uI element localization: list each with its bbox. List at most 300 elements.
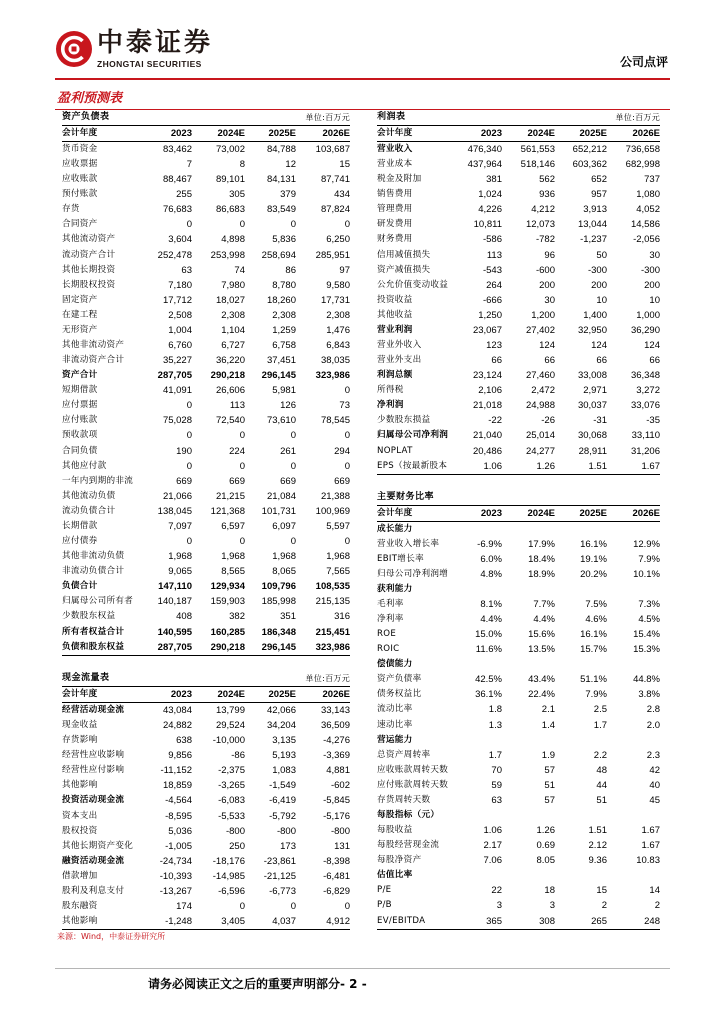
row-label: 短期借款 [62, 385, 98, 396]
cell-value: 89,101 [215, 174, 245, 186]
row-label: 存货周转天数 [377, 794, 431, 805]
table-row [62, 217, 350, 232]
cell-value: 4,037 [272, 916, 296, 928]
cell-value: 2.5 [593, 704, 607, 716]
cell-value: 18.4% [528, 553, 555, 565]
cell-value: 33,008 [577, 370, 607, 382]
cell-value: 124 [591, 340, 607, 352]
table-row [62, 809, 350, 824]
cell-value: 669 [229, 475, 245, 487]
cell-value: 15 [596, 885, 607, 897]
row-label: 速动比率 [377, 719, 413, 730]
cell-value: 957 [591, 189, 607, 201]
table-row [62, 248, 350, 263]
cell-value: 296,145 [261, 370, 296, 382]
cell-value: 35,227 [162, 355, 192, 367]
cell-value: -800 [276, 825, 296, 837]
table-title-row [62, 110, 350, 126]
cell-value: 0 [290, 430, 296, 442]
cell-value: 124 [539, 340, 555, 352]
cell-value: -1,248 [165, 916, 192, 928]
cell-value: -35 [646, 415, 660, 427]
cell-value: 258,694 [261, 249, 296, 261]
cell-value: 3 [496, 900, 502, 912]
cell-value: 6,760 [168, 340, 192, 352]
row-label: 利润总额 [377, 370, 413, 381]
cell-value: -23,861 [263, 855, 296, 867]
row-label: 预付账款 [62, 189, 98, 200]
row-label: 应收账款周转天数 [377, 764, 449, 775]
cell-value: 264 [486, 279, 502, 291]
cell-value: 381 [486, 174, 502, 186]
cell-value: 72,540 [215, 415, 245, 427]
row-label: 其他长期资产变化 [62, 840, 134, 851]
table-row [377, 883, 660, 898]
cell-value: 1.9 [541, 749, 555, 761]
cell-value: -8,398 [323, 855, 350, 867]
cell-value: 0 [239, 536, 245, 548]
group-label: 每股指标（元） [377, 809, 440, 820]
table-row [62, 383, 350, 398]
row-label: 负债合计 [62, 581, 98, 592]
cell-value: 19.1% [580, 553, 607, 565]
table-header-row [377, 506, 660, 522]
cell-value: 6,097 [272, 520, 296, 532]
cell-value: 638 [176, 735, 192, 747]
cell-value: 121,368 [210, 505, 245, 517]
cell-value: 7,980 [221, 279, 245, 291]
row-label: 毛利率 [377, 598, 404, 609]
table-row [377, 748, 660, 763]
row-label: 其他流动资产 [62, 234, 116, 245]
table-row [377, 338, 660, 353]
year-header: 2026E [632, 128, 660, 139]
cell-value: 1,104 [221, 324, 245, 336]
row-label: 其他长期投资 [62, 264, 116, 275]
cell-value: -586 [482, 234, 502, 246]
cell-value: 36,348 [630, 370, 660, 382]
row-label: EPS（按最新股本 [377, 460, 448, 471]
cell-value: -13,267 [159, 885, 192, 897]
cell-value: 1,968 [326, 551, 350, 563]
year-header: 2026E [632, 507, 660, 519]
cell-value: 108,535 [315, 581, 350, 593]
table-row [377, 642, 660, 657]
cell-value: 7,565 [326, 566, 350, 578]
table-row [62, 278, 350, 293]
row-label: ROIC [377, 644, 400, 655]
table-title: 现金流量表 [62, 673, 110, 683]
row-label: 营业成本 [377, 159, 413, 170]
cell-value: 351 [280, 611, 296, 623]
table-row [377, 323, 660, 338]
group-label: 估值比率 [377, 870, 413, 881]
row-label: 每股净资产 [377, 855, 422, 866]
row-label: 资产减值损失 [377, 264, 431, 275]
cell-value: 31,206 [630, 445, 660, 457]
cell-value: 42 [649, 764, 660, 776]
cell-value: 48 [596, 764, 607, 776]
cell-value: 252,478 [157, 249, 192, 261]
cell-value: 2,106 [478, 385, 502, 397]
cell-value: -543 [482, 264, 502, 276]
cell-value: 1,080 [636, 189, 660, 201]
cell-value: 1.3 [488, 719, 502, 731]
table-row [62, 323, 350, 338]
table-row [377, 217, 660, 232]
cell-value: 18.9% [528, 568, 555, 580]
cell-value: -22 [488, 415, 502, 427]
cell-value: 308 [539, 915, 555, 927]
cell-value: 0 [290, 460, 296, 472]
cell-value: 78,545 [320, 415, 350, 427]
cell-value: -5,176 [323, 810, 350, 822]
cell-value: 437,964 [467, 159, 502, 171]
cell-value: 174 [176, 901, 192, 913]
cell-value: 6,727 [221, 340, 245, 352]
table-row [377, 368, 660, 383]
cell-value: 200 [539, 279, 555, 291]
group-heading-row [377, 522, 660, 537]
cell-value: 6,597 [221, 520, 245, 532]
table-row [62, 519, 350, 534]
fiscal-year-header: 会计年度 [377, 128, 413, 138]
cell-value: -4,276 [323, 735, 350, 747]
cell-value: 2.12 [588, 840, 607, 852]
row-label: 非流动资产合计 [62, 355, 125, 366]
table-row [377, 202, 660, 217]
cell-value: 8.1% [480, 598, 502, 610]
cell-value: 73,610 [266, 415, 296, 427]
row-label: P/E [377, 885, 392, 896]
cell-value: 8,780 [272, 279, 296, 291]
cell-value: 7.5% [585, 598, 607, 610]
row-label: 每股收益 [377, 825, 413, 836]
cell-value: 936 [539, 189, 555, 201]
cell-value: 30 [544, 294, 555, 306]
table-row [377, 627, 660, 642]
cell-value: 1.67 [641, 825, 660, 837]
table-row [377, 353, 660, 368]
year-header: 2023 [480, 507, 502, 519]
cell-value: -1,237 [580, 234, 607, 246]
cell-value: 15.7% [580, 644, 607, 656]
table-row [62, 293, 350, 308]
cell-value: 36,290 [630, 324, 660, 336]
cell-value: 3,913 [583, 204, 607, 216]
cell-value: 16.1% [580, 538, 607, 550]
section-title: 盈利预测表 [57, 91, 123, 106]
cell-value: 1.51 [588, 825, 607, 837]
group-heading-row [377, 808, 660, 823]
cell-value: 186,348 [261, 626, 296, 638]
cell-value: -6,083 [218, 795, 245, 807]
year-header: 2025E [579, 507, 607, 519]
table-row [62, 353, 350, 368]
row-label: 每股经营现金流 [377, 840, 440, 851]
page-number: - 2 - [340, 977, 367, 991]
cell-value: 18,260 [266, 294, 296, 306]
cell-value: 83,462 [162, 144, 192, 155]
cell-value: 562 [539, 174, 555, 186]
cell-value: 129,934 [210, 581, 245, 593]
cell-value: 23,067 [472, 324, 502, 336]
year-header: 2024E [217, 689, 245, 700]
cell-value: 737 [644, 174, 660, 186]
income-statement-table [377, 110, 660, 475]
row-label: 融资活动现金流 [62, 855, 125, 866]
cell-value: 2,508 [168, 309, 192, 321]
cell-value: 1.7 [488, 749, 502, 761]
cell-value: 1.8 [488, 704, 502, 716]
cell-value: 45 [649, 794, 660, 806]
table-row [62, 232, 350, 247]
cell-value: 21,388 [320, 490, 350, 502]
cell-value: 2.1 [541, 704, 555, 716]
cell-value: -300 [640, 264, 660, 276]
table-row [62, 428, 350, 443]
cell-value: 0 [239, 219, 245, 231]
table-row [62, 368, 350, 383]
row-label: P/B [377, 900, 392, 911]
cell-value: 669 [280, 475, 296, 487]
cell-value: 5,836 [272, 234, 296, 246]
table-row [377, 838, 660, 853]
table-row [62, 489, 350, 504]
cell-value: 21,018 [472, 400, 502, 412]
table-row [62, 157, 350, 172]
cell-value: 44 [596, 779, 607, 791]
cell-value: 0 [290, 901, 296, 913]
table-row [377, 187, 660, 202]
row-label: 归母公司净利润增 [377, 568, 449, 579]
cell-value: 66 [649, 355, 660, 367]
cell-value: 70 [491, 764, 502, 776]
cell-value: 42,066 [266, 705, 296, 716]
cell-value: 0 [344, 430, 350, 442]
cell-value: 190 [176, 445, 192, 457]
table-row [377, 853, 660, 868]
cell-value: -5,792 [269, 810, 296, 822]
cell-value: -5,533 [218, 810, 245, 822]
cell-value: 652 [591, 174, 607, 186]
cell-value: -800 [225, 825, 245, 837]
cell-value: 28,911 [578, 445, 607, 457]
cell-value: 96 [544, 249, 555, 261]
cell-value: 113 [229, 400, 245, 412]
cell-value: 1,000 [636, 309, 660, 321]
table-row [62, 504, 350, 519]
cell-value: 290,218 [210, 370, 245, 382]
cell-value: 2.17 [483, 840, 502, 852]
year-header: 2024E [527, 507, 555, 519]
cell-value: 669 [334, 475, 350, 487]
table-row [377, 383, 660, 398]
table-row [377, 398, 660, 413]
logo-name-cn: 中泰证券 [97, 28, 214, 58]
cell-value: 63 [491, 794, 502, 806]
row-label: 少数股东损益 [377, 415, 431, 426]
row-label: 存货影响 [62, 735, 98, 746]
table-row [377, 157, 660, 172]
table-row [377, 444, 660, 459]
group-heading-row [377, 657, 660, 672]
cell-value: 126 [280, 400, 296, 412]
group-heading-row [377, 868, 660, 883]
cell-value: 5,193 [272, 750, 296, 762]
cell-value: 323,986 [315, 370, 350, 382]
table-row [62, 854, 350, 869]
cell-value: 2 [654, 900, 660, 912]
zhongtai-logo-icon [55, 30, 93, 68]
cell-value: 100,969 [315, 505, 350, 517]
cell-value: 255 [176, 189, 192, 201]
cell-value: 97 [339, 264, 350, 276]
cell-value: 74 [234, 264, 245, 276]
row-label: 其他收益 [377, 309, 413, 320]
row-label: 股利及利息支付 [62, 885, 125, 896]
cell-value: 3,135 [272, 735, 296, 747]
row-label: 应付账款周转天数 [377, 779, 449, 790]
cell-value: 160,285 [210, 626, 245, 638]
cell-value: -10,000 [212, 735, 245, 747]
logo-name-en: ZHONGTAI SECURITIES [97, 59, 202, 69]
cell-value: 9,856 [168, 750, 192, 762]
group-label: 营运能力 [377, 734, 413, 745]
cell-value: 0 [186, 460, 192, 472]
row-label: 税金及附加 [377, 174, 422, 185]
row-label: 营业利润 [377, 324, 413, 335]
table-title: 主要财务比率 [377, 491, 435, 502]
row-label: 总资产周转率 [377, 749, 431, 760]
cell-value: 1.06 [483, 825, 502, 837]
cell-value: 1.4 [541, 719, 555, 731]
cell-value: 25,014 [525, 430, 555, 442]
header-divider [55, 78, 670, 80]
cell-value: 17,731 [320, 294, 350, 306]
cell-value: 2,308 [221, 309, 245, 321]
cell-value: -11,152 [160, 765, 192, 777]
cell-value: 0 [344, 901, 350, 913]
table-row [62, 459, 350, 474]
table-row [62, 549, 350, 564]
cell-value: -24,734 [159, 855, 192, 867]
cell-value: 290,218 [210, 641, 245, 653]
cell-value: -5,845 [323, 795, 350, 807]
row-label: 经营活动现金流 [62, 705, 125, 715]
cell-value: 2,472 [531, 385, 555, 397]
cell-value: 9,580 [326, 279, 350, 291]
cell-value: 50 [596, 249, 607, 261]
table-row [377, 718, 660, 733]
cell-value: 7,180 [168, 279, 192, 291]
table-row [62, 187, 350, 202]
cell-value: 0 [186, 219, 192, 231]
cell-value: -26 [541, 415, 555, 427]
cell-value: -6,596 [218, 885, 245, 897]
cell-value: 379 [280, 189, 296, 201]
cell-value: 323,986 [315, 641, 350, 653]
cell-value: -300 [587, 264, 607, 276]
cell-value: 200 [644, 279, 660, 291]
row-label: 营业外支出 [377, 355, 422, 366]
cell-value: -10,393 [159, 870, 192, 882]
table-row [377, 537, 660, 552]
cell-value: 15.6% [528, 629, 555, 641]
row-label: 其他应付款 [62, 460, 107, 471]
cell-value: 10.1% [633, 568, 660, 580]
row-label: 长期股权投资 [62, 279, 116, 290]
cell-value: 1.06 [483, 460, 502, 472]
table-row [377, 248, 660, 263]
cell-value: 287,705 [157, 641, 192, 653]
cell-value: -21,125 [263, 870, 296, 882]
table-row [377, 823, 660, 838]
cell-value: 27,402 [525, 324, 555, 336]
cell-value: 21,084 [266, 490, 296, 502]
row-label: 管理费用 [377, 204, 413, 215]
row-label: 销售费用 [377, 189, 413, 200]
cell-value: 21,040 [472, 430, 502, 442]
cell-value: 33,143 [320, 705, 350, 716]
cell-value: 10,811 [473, 219, 502, 231]
row-label: 投资收益 [377, 294, 413, 305]
cell-value: 17,712 [162, 294, 192, 306]
table-header-row [62, 126, 350, 142]
cell-value: 265 [591, 915, 607, 927]
row-label: 归属母公司净利润 [377, 430, 449, 441]
cell-value: 2.2 [593, 749, 607, 761]
table-title: 利润表 [377, 112, 406, 122]
cell-value: 18,027 [215, 294, 245, 306]
cell-value: -6,773 [269, 885, 296, 897]
row-label: 存货 [62, 204, 80, 215]
cell-value: 250 [229, 840, 245, 852]
table-row [377, 263, 660, 278]
cell-value: -602 [330, 780, 350, 792]
table-row [62, 703, 350, 718]
table-title: 资产负债表 [62, 112, 110, 122]
cell-value: 18,859 [162, 780, 192, 792]
cell-value: 24,277 [525, 445, 555, 457]
year-header: 2026E [322, 689, 350, 700]
cell-value: 109,796 [261, 581, 296, 593]
row-label: 应收账款 [62, 174, 98, 185]
cell-value: 3,272 [636, 385, 660, 397]
cell-value: 87,824 [320, 204, 350, 216]
cell-value: 5,597 [326, 520, 350, 532]
row-label: 负债和股东权益 [62, 641, 125, 652]
cell-value: 21,066 [162, 490, 192, 502]
year-header: 2023 [170, 689, 192, 700]
cell-value: 10.83 [636, 855, 660, 867]
cell-value: -2,375 [218, 765, 245, 777]
table-row [62, 474, 350, 489]
table-row [62, 733, 350, 748]
table-row [377, 293, 660, 308]
cell-value: 24,988 [525, 400, 555, 412]
cell-value: 23,124 [472, 370, 502, 382]
cell-value: 9.36 [588, 855, 607, 867]
cell-value: 36,509 [320, 720, 350, 732]
row-label: 所得税 [377, 385, 404, 396]
cell-value: 84,788 [266, 144, 296, 155]
cell-value: 51 [544, 779, 555, 791]
cell-value: 8.05 [536, 855, 555, 867]
cell-value: -800 [330, 825, 350, 837]
table-row [377, 172, 660, 187]
cell-value: -2,056 [633, 234, 660, 246]
